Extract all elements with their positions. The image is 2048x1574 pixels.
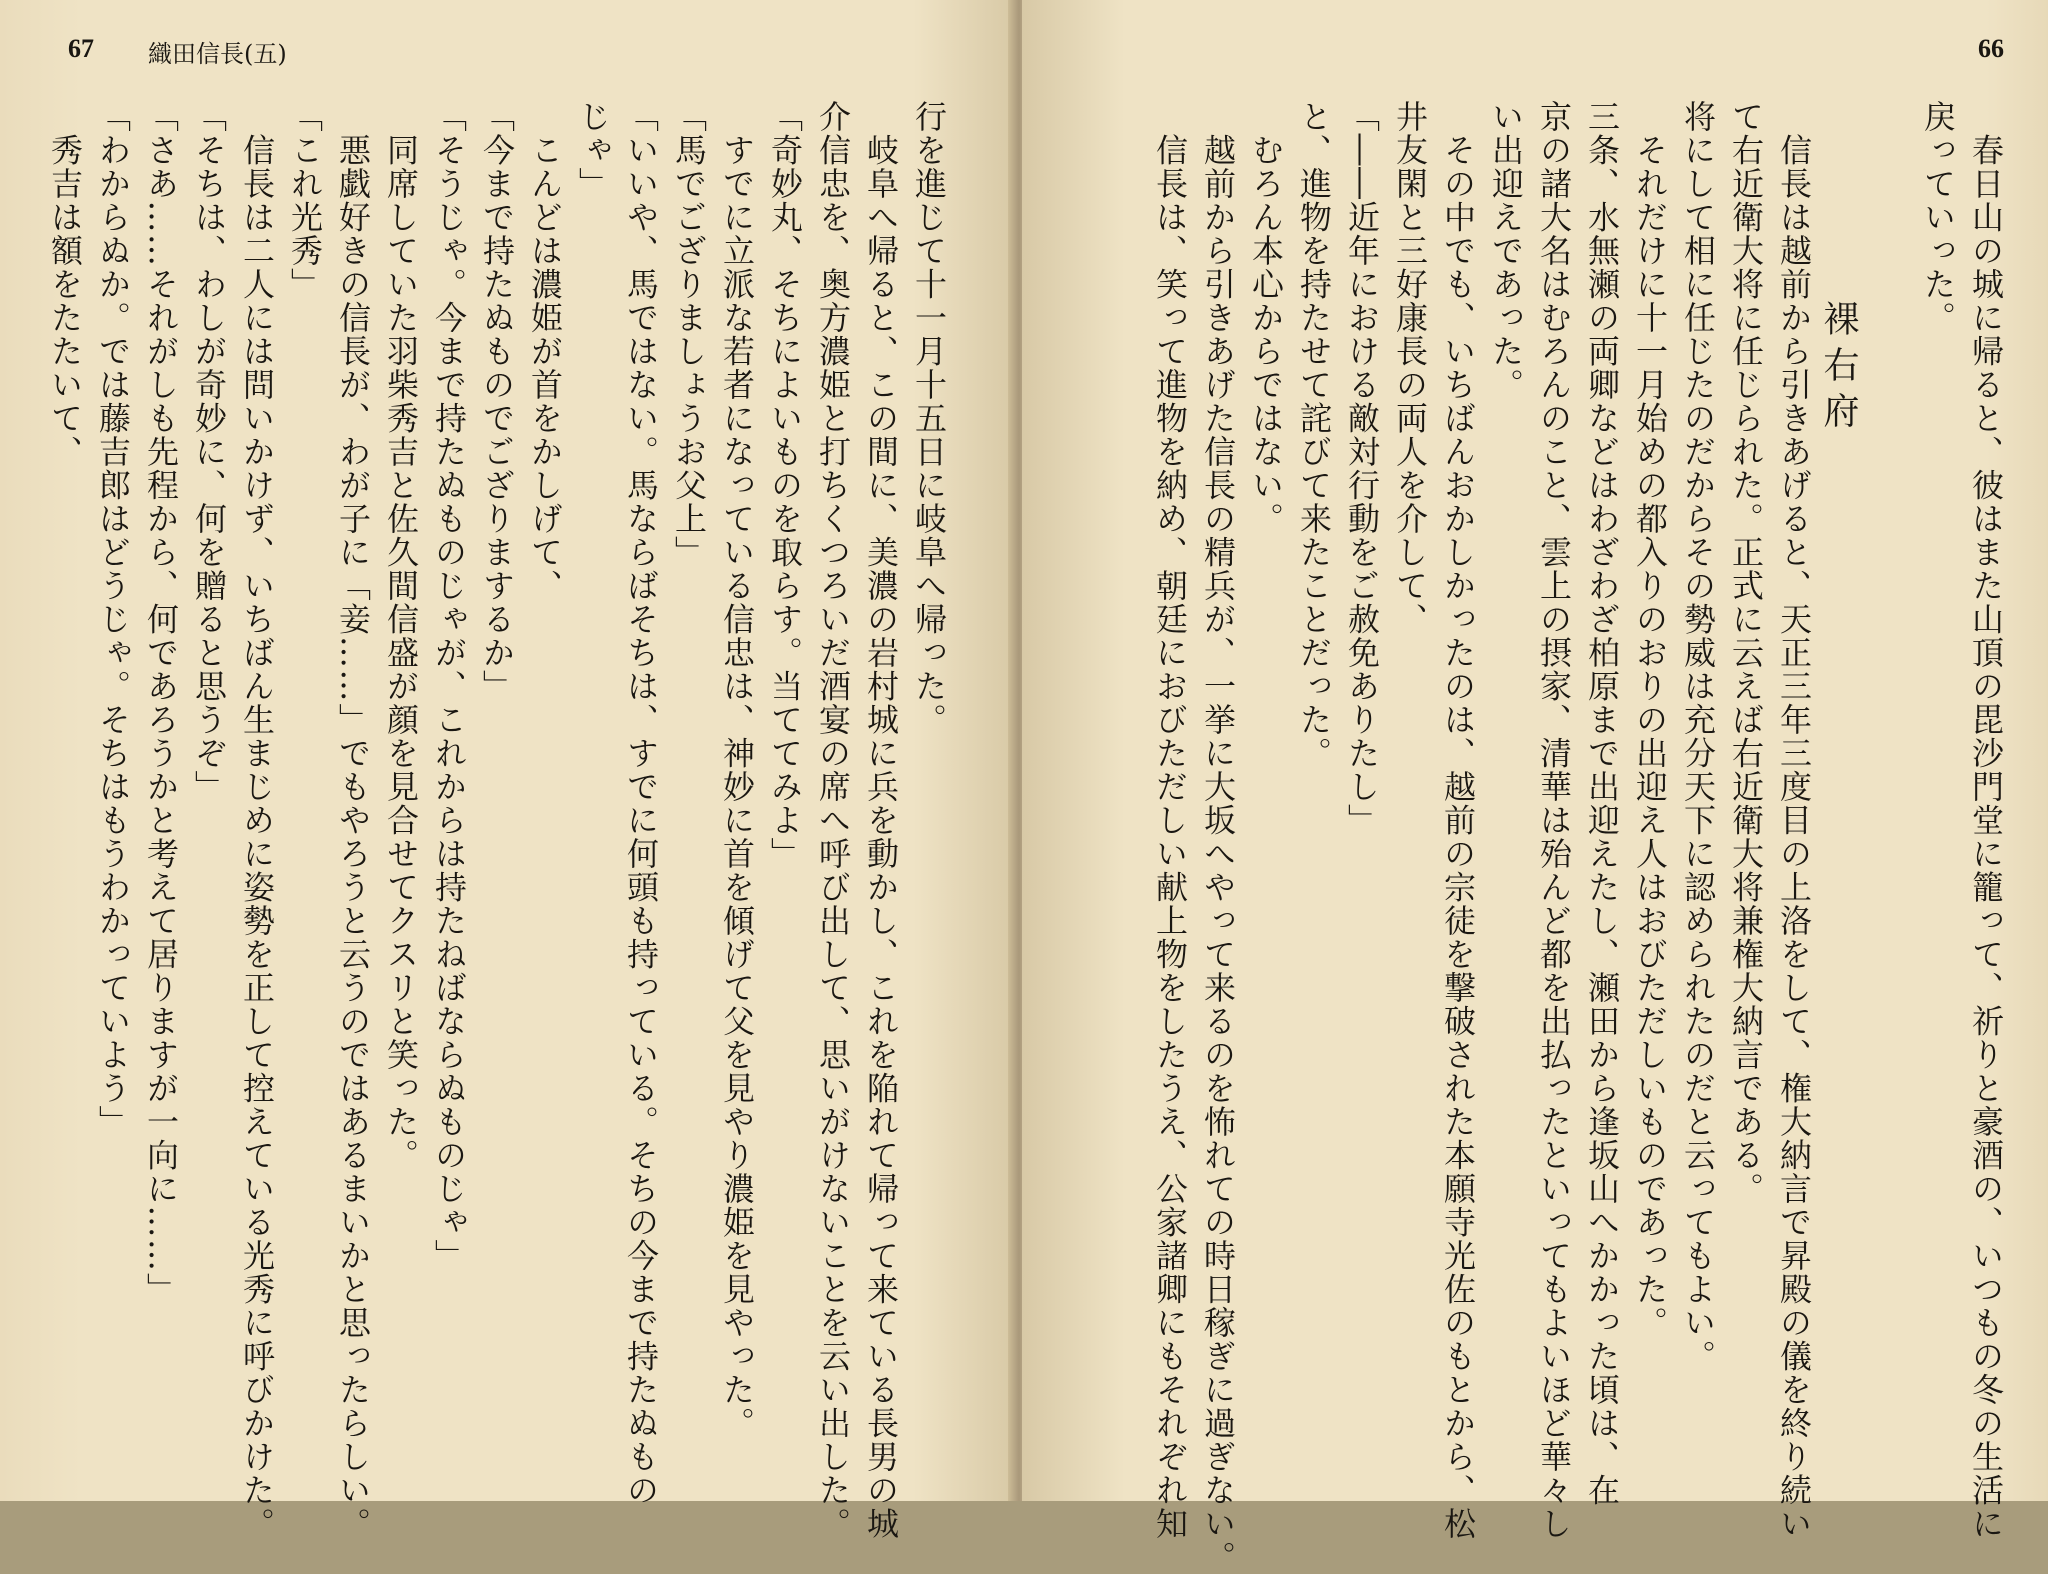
text-line: い出迎えであった。	[1487, 100, 1525, 402]
body-text	[1146, 100, 1818, 1574]
text-line: 「いいや、馬ではない。馬ならばそちは、すでに何頭も持っている。そちの今まで持たぬもの	[622, 100, 660, 1507]
text-line: 「奇妙丸、そちによいものを取らす。当ててみよ」	[766, 100, 804, 871]
text-line: 三条、水無瀬の両卿などはわざわざ柏原まで出迎えたし、瀬田から逢坂山へかかった頃は、在	[1583, 100, 1621, 1507]
right-page	[1022, 0, 2048, 1574]
text-line: その中でも、いちばんおかしかったのは、越前の宗徒を撃破された本願寺光佐のもとから、松	[1439, 100, 1477, 1541]
text-line: 信長は、笑って進物を納め、朝廷におびただしい献上物をしたうえ、公家諸卿にもそれぞれ知	[1151, 100, 1189, 1541]
text-line: 将にして相に任じたのだからその勢威は充分天下に認められたのだと云ってもよい。	[1679, 100, 1717, 1373]
left-page	[0, 0, 1015, 1541]
text-line: 越前から引きあげた信長の精兵が、一挙に大坂へやって来るのを怖れての時日稼ぎに過ぎない。	[1199, 100, 1237, 1574]
running-title: 織田信長(五)	[148, 40, 287, 68]
text-line: 「今まで持たぬものでござりまするか」	[478, 100, 516, 703]
text-line: 春日山の城に帰ると、彼はまた山頂の毘沙門堂に籠って、祈りと豪酒の、いつもの冬の生活に	[1967, 100, 2005, 1541]
text-line: 「馬でござりましょうお父上」	[670, 100, 708, 569]
page-number: 66	[1978, 34, 2004, 63]
section-heading: 裸右府	[1818, 300, 1859, 438]
body-text	[41, 100, 953, 1541]
text-line: 「そちは、わしが奇妙に、何を贈ると思うぞ」	[190, 100, 228, 804]
text-line: 同席していた羽柴秀吉と佐久間信盛が顔を見合せてクスリと笑った。	[382, 100, 420, 1172]
text-line: 京の諸大名はむろんのこと、雲上の摂家、清華は殆んど都を出払ったといってもよいほど華々し	[1535, 100, 1573, 1541]
text-line: て右近衛大将に任じられた。正式に云えば右近衛大将兼権大納言である。	[1727, 100, 1765, 1206]
text-line: 「わからぬか。では藤吉郎はどうじゃ。そちはもうわかっていよう」	[94, 100, 132, 1139]
text-line: むろん本心からではない。	[1247, 100, 1285, 536]
text-line: じゃ」	[574, 100, 612, 201]
text-line: 悪戯好きの信長が、わが子に「妾……」でもやろうと云うのではあるまいかと思ったらしい。	[334, 100, 372, 1541]
text-line: 行を進じて十一月十五日に岐阜へ帰った。	[910, 100, 948, 737]
text-line: 「――近年における敵対行動をご赦免ありたし」	[1343, 100, 1381, 837]
text-line: 「そうじゃ。今まで持たぬものじゃが、これからは持たねばならぬものじゃ」	[430, 100, 468, 1273]
text-line: 介信忠を、奥方濃姫と打ちくつろいだ酒宴の席へ呼び出して、思いがけないことを云い出した。	[814, 100, 852, 1541]
text-line: と、進物を持たせて詫びて来たことだった。	[1295, 100, 1333, 770]
text-line: それだけに十一月始めの都入りのおりの出迎え人はおびただしいものであった。	[1631, 100, 1669, 1340]
text-line: 秀吉は額をたたいて、	[46, 100, 84, 469]
text-line: 井友閑と三好康長の両人を介して、	[1391, 100, 1429, 636]
page-number: 67	[68, 34, 94, 63]
text-line: すでに立派な若者になっている信忠は、神妙に首を傾げて父を見やり濃姫を見やった。	[718, 100, 756, 1440]
text-line: 岐阜へ帰ると、この間に、美濃の岩村城に兵を動かし、これを陥れて帰って来ている長男の城	[862, 100, 900, 1541]
text-line: 「さあ……それがしも先程から、何であろうかと考えて居りますが一向に……」	[142, 100, 180, 1306]
body-text-continuation	[1914, 100, 2010, 1541]
text-line: 「これ光秀」	[286, 100, 324, 301]
text-line: こんどは濃姫が首をかしげて、	[526, 100, 564, 603]
text-line: 信長は越前から引きあげると、天正三年三度目の上洛をして、権大納言で昇殿の儀を終り続い	[1775, 100, 1813, 1541]
text-line: 戻っていった。	[1919, 100, 1957, 335]
text-line: 信長は二人には問いかけず、いちばん生まじめに姿勢を正して控えている光秀に呼びかけた。	[238, 100, 276, 1541]
